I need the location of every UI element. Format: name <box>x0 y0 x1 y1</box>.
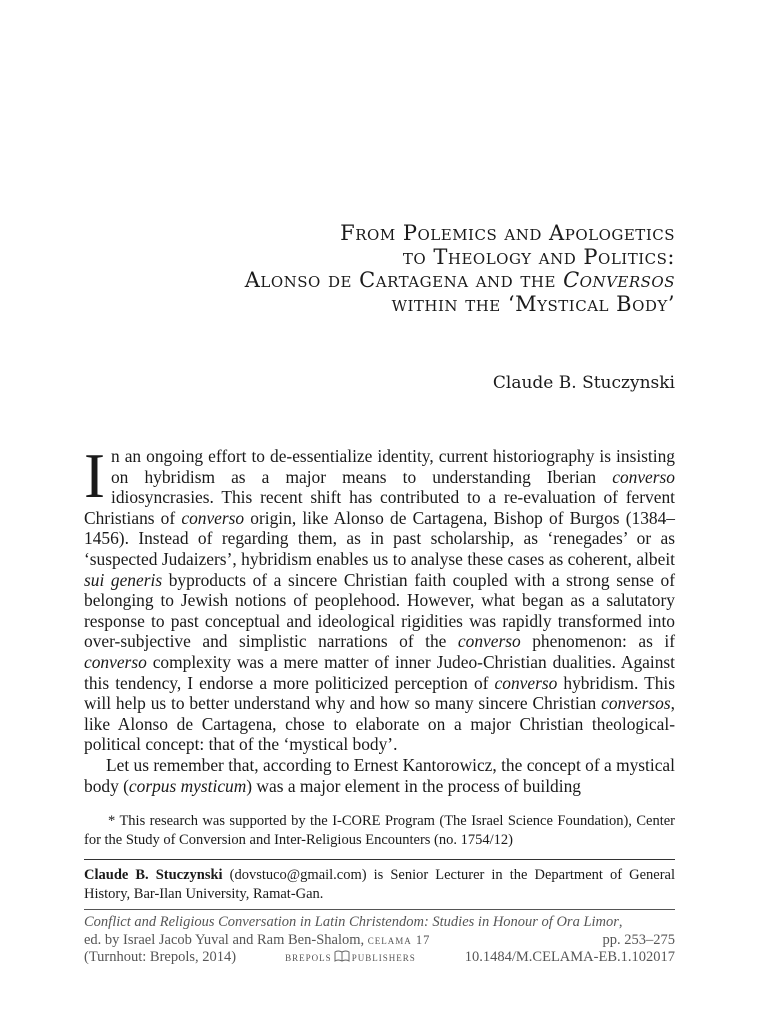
bio-author-name: Claude B. Stuczynski <box>84 867 223 883</box>
title-line-2: to Theology and Politics: <box>402 244 675 269</box>
paragraph-1 <box>84 441 675 755</box>
p1-italic-3: converso <box>181 507 245 528</box>
p1-italic-9: converso <box>84 651 147 672</box>
p1-italic-11: converso <box>494 672 558 693</box>
paragraph-2 <box>84 755 675 796</box>
p1-text-12: hybridism. This will help us to better understand why and how so many sincere Christian <box>84 672 675 714</box>
bio-text: (dovstuco@gmail.com) is Senior Lecturer in the Department of General History, Bar-Ilan University, Ramat-Gan. <box>84 867 675 902</box>
p1-text-2: idiosyncrasies. This recent shift has contributed to a re-evaluation of fervent Christians of <box>84 487 675 528</box>
article-title <box>84 222 675 316</box>
p1-italic-1: converso <box>612 466 675 487</box>
p1-text-14: , like Alonso de Cartagena, chose to elaborate on a major Christian theological-political concept: that of the ‘mystical body’. <box>84 693 675 755</box>
p2-italic-1: corpus mysticum <box>128 775 247 796</box>
p1-text-0: n an ongoing effort to de-essentialize identity, current historiography is insisting on hybridism as a major means to understanding Iberian <box>110 446 675 487</box>
publisher-mark: brepols publishers <box>285 950 416 964</box>
brepols-logo-icon <box>334 949 350 963</box>
source-row-2 <box>84 932 675 950</box>
p1-italic-13: conversos <box>601 693 671 714</box>
footnote <box>84 812 675 849</box>
book-title: Conflict and Religious Conversation in Latin Christendom: Studies in Honour of Ora Limor, <box>84 914 623 930</box>
title-line-4: within the ‘Mystical Body’ <box>391 291 675 316</box>
p1-italic-7: converso <box>457 631 521 652</box>
page-range: pp. 253–275 <box>602 931 675 948</box>
p1-text-10: complexity was a mere matter of inner Judeo-Christian dualities. Against this tendency, I endorse a more politicized perception of <box>84 651 675 693</box>
title-line-3: Alonso de Cartagena and the Conversos <box>244 268 675 292</box>
source-row-3 <box>84 949 675 967</box>
p2-text-0: Let us remember that, according to Ernest Kantorowicz, the concept of a mystical body ( <box>84 754 675 796</box>
author-name: Claude B. Stuczynski <box>492 373 675 393</box>
p1-text-4: origin, like Alonso de Cartagena, Bishop of Burgos (1384–1456). Instead of regarding them, as in past scholarship, as ‘renegades’ or as ‘suspected Judaizers’, hybridism enables us to analyse these cases as coherent, albeit <box>84 507 675 569</box>
title-line-1: From Polemics and Apologetics <box>340 221 675 245</box>
footnote-text: * This research was supported by the I-CORE Program (The Israel Science Foundation), Center for the Study of Conversion and Inter-Religious Encounters (no. 1754/12) <box>84 813 675 848</box>
p2-text-2: ) was a major element in the process of building <box>246 775 581 796</box>
p1-text-8: phenomenon: as if <box>520 631 675 652</box>
doi: 10.1484/M.CELAMA-EB.1.102017 <box>464 949 675 965</box>
article-body <box>84 441 675 796</box>
bio-divider <box>84 859 675 860</box>
article-page <box>84 0 675 1024</box>
source-divider <box>84 909 675 910</box>
drop-cap: I <box>84 441 105 511</box>
author-bio <box>84 866 675 903</box>
source-citation <box>84 914 675 967</box>
p1-text-6: byproducts of a sincere Christian faith coupled with a strong sense of belonging to Jewish notions of peoplehood. However, what began as a salutatory response to past conceptual and ideological rigidities was rapidly transformed into over-subjective and simplistic narrations of the <box>84 569 675 652</box>
title-italic-conversos: Conversos <box>563 268 675 292</box>
p1-italic-5: sui generis <box>84 569 163 590</box>
imprint: (Turnhout: Brepols, 2014) <box>84 949 237 965</box>
series: celama 17 <box>367 932 431 947</box>
editors: ed. by Israel Jacob Yuval and Ram Ben-Shalom, <box>84 931 365 948</box>
